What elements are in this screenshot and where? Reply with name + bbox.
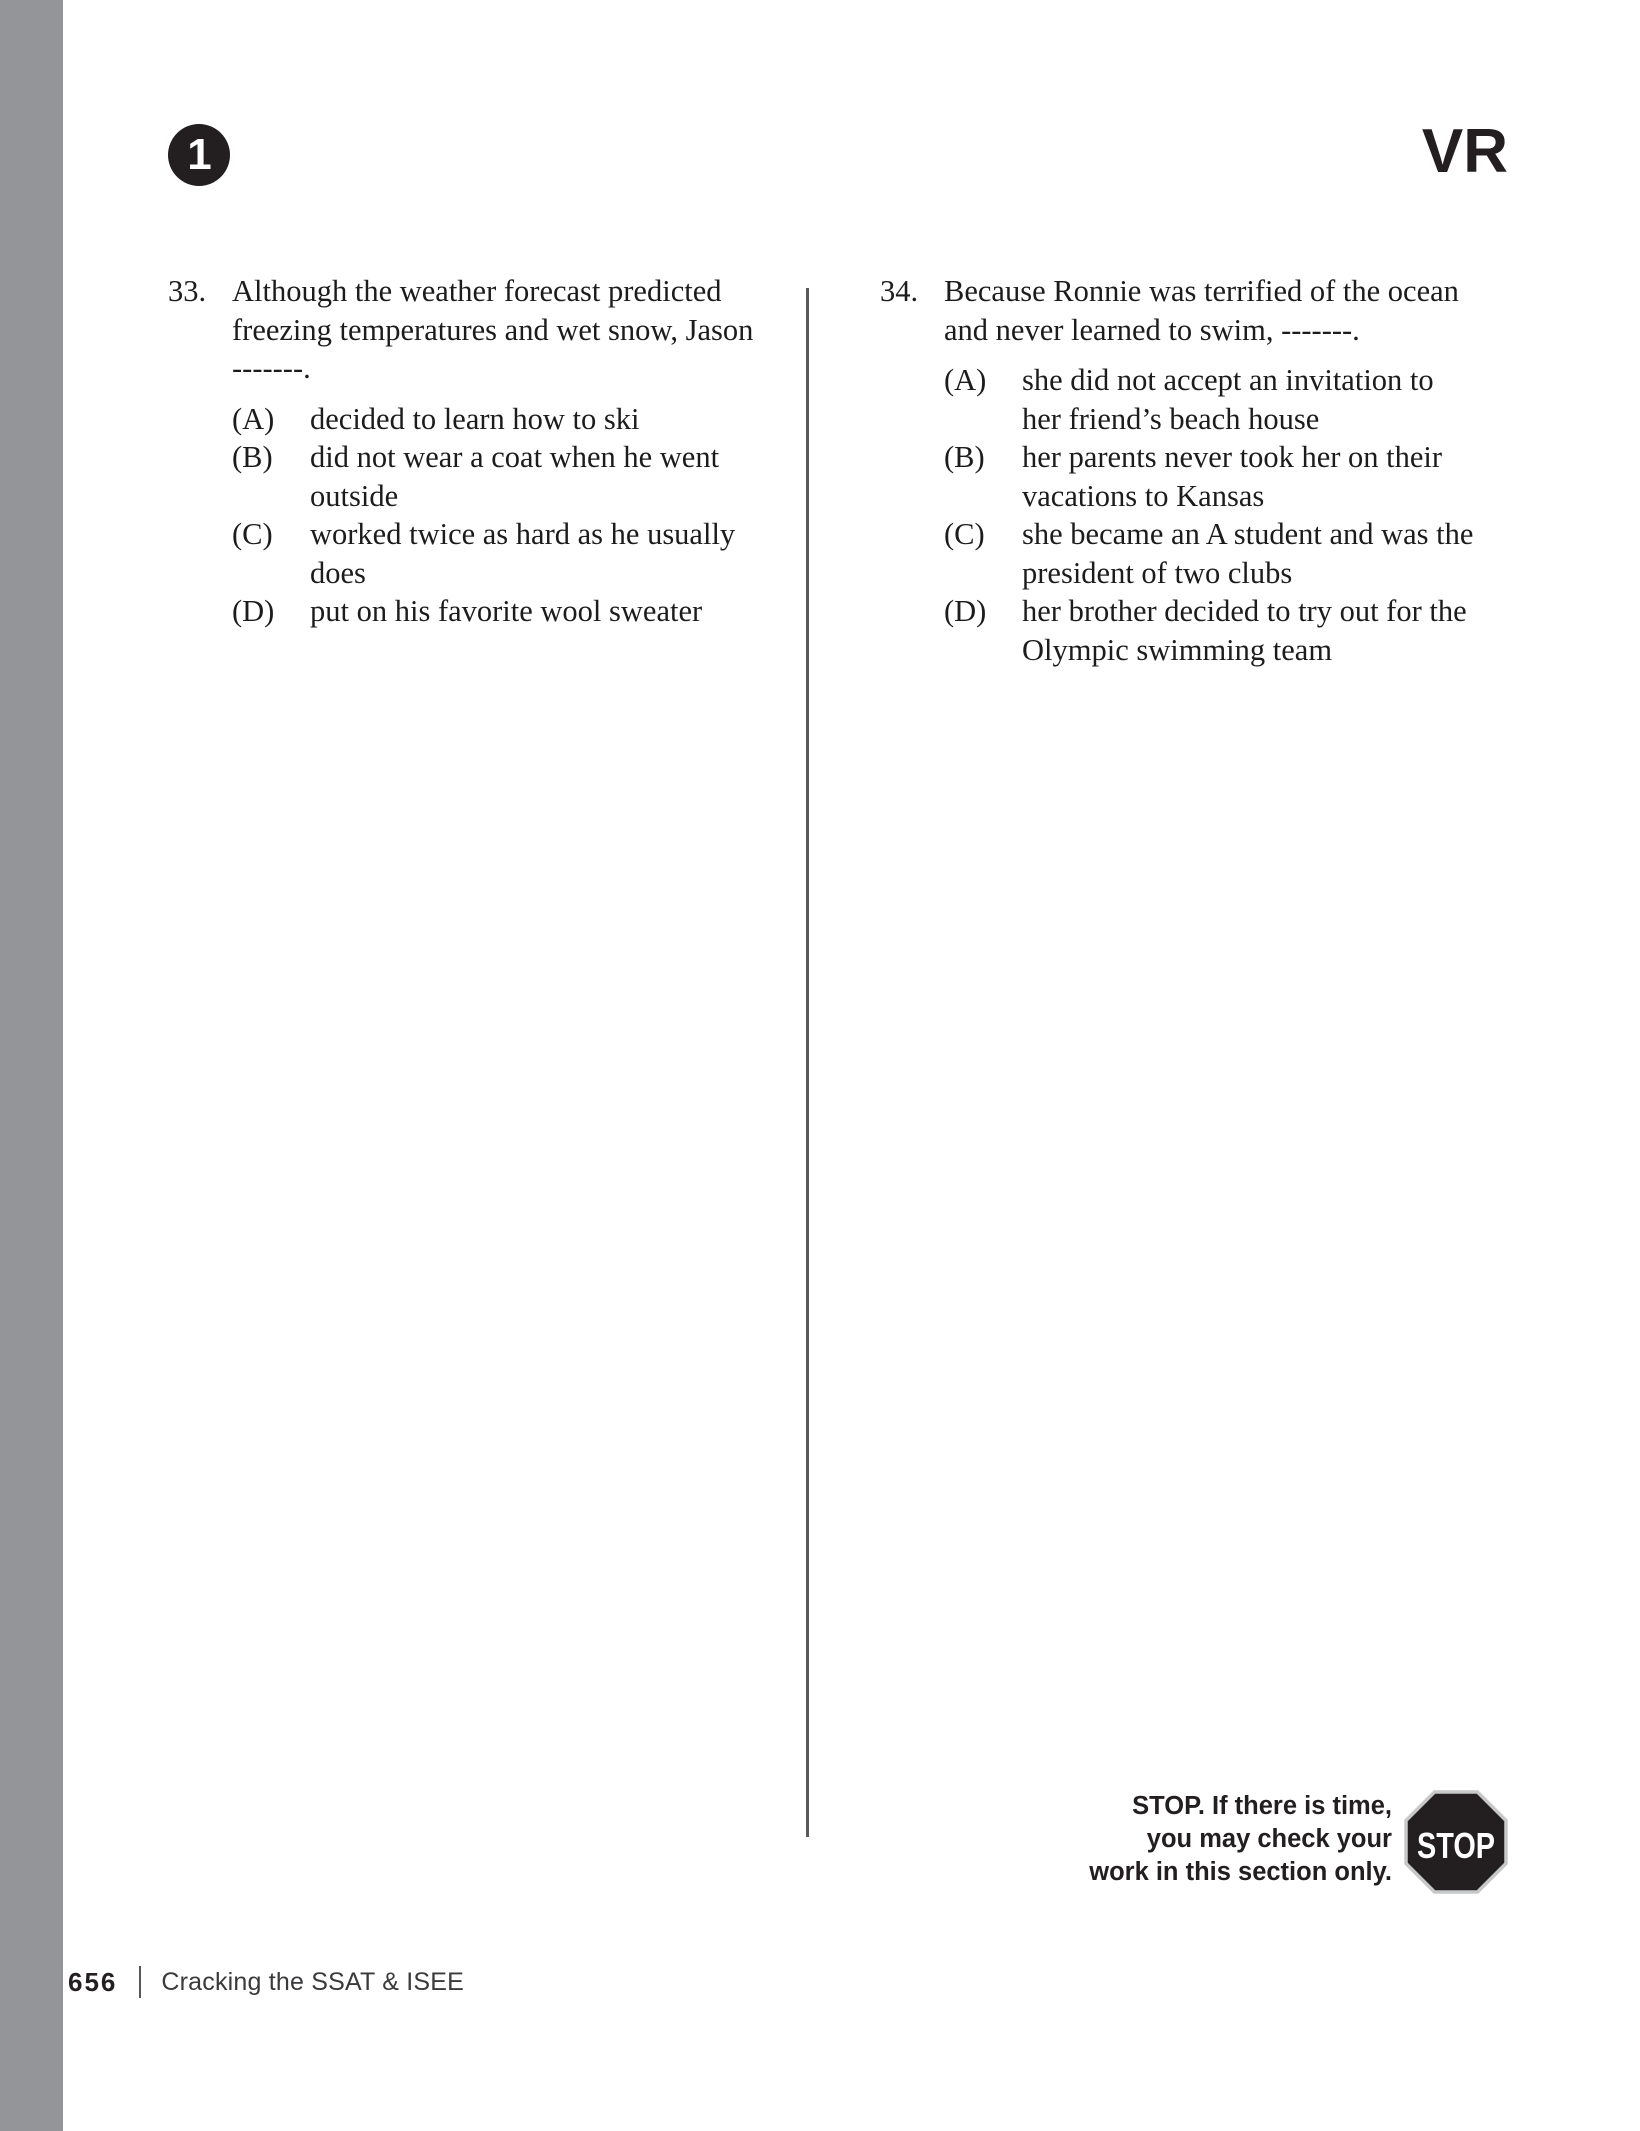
page-canvas — [63, 0, 1640, 2131]
question-number: 34. — [880, 274, 919, 308]
column-divider — [806, 288, 809, 1837]
stop-notice-line-2: you may check your — [1146, 1825, 1392, 1853]
choice-label: (B) — [944, 440, 985, 474]
choice-label: (B) — [232, 440, 273, 474]
choice-text: worked twice as hard as he usually does — [310, 517, 736, 590]
left-margin-bar — [0, 0, 63, 2131]
question-34 — [880, 272, 1480, 669]
choice-label: (A) — [944, 363, 987, 397]
choice-label: (C) — [232, 517, 273, 551]
stop-sign-icon — [1404, 1790, 1508, 1894]
answer-choices — [168, 400, 768, 631]
section-number-badge: 1 — [168, 124, 230, 186]
question-stem-text: Although the weather forecast predicted freezing temperatures and wet snow, Jason -------. — [232, 274, 754, 385]
choice-label: (A) — [232, 401, 275, 436]
answer-choice[interactable] — [944, 592, 1480, 669]
choice-label: (C) — [944, 517, 985, 551]
answer-choice[interactable] — [232, 515, 768, 592]
choice-text: she did not accept an invitation to her friend’s beach house — [1022, 363, 1434, 436]
page-footer — [68, 1962, 464, 2002]
answer-choice[interactable] — [944, 438, 1480, 515]
answer-choice[interactable] — [232, 438, 768, 515]
stop-sign-label: STOP — [1417, 1825, 1495, 1866]
right-column — [880, 272, 1480, 669]
choice-text: her parents never took her on their vacations to Kansas — [1022, 440, 1443, 513]
answer-choice[interactable] — [944, 515, 1480, 592]
choice-text: put on his favorite wool sweater — [310, 594, 703, 628]
answer-choice[interactable] — [944, 361, 1480, 438]
left-column — [168, 272, 768, 631]
choice-label: (D) — [944, 594, 987, 628]
question-stem — [168, 272, 768, 388]
answer-choices — [880, 361, 1480, 669]
stop-notice-line-1: STOP. If there is time, — [1132, 1792, 1392, 1820]
choice-text: did not wear a coat when he went outside — [310, 440, 720, 513]
section-code-label: VR — [1421, 117, 1508, 186]
choice-text: she became an A student and was the president of two clubs — [1022, 517, 1474, 590]
question-number: 33. — [168, 274, 207, 308]
answer-choice[interactable] — [232, 400, 768, 439]
stop-notice-text — [992, 1790, 1392, 1889]
choice-text: her brother decided to try out for the Olympic swimming team — [1022, 594, 1467, 667]
choice-label: (D) — [232, 594, 275, 628]
stop-notice — [963, 1790, 1508, 1920]
question-stem-text: Because Ronnie was terrified of the ocean and never learned to swim, -------. — [944, 274, 1459, 347]
book-title: Cracking the SSAT & ISEE — [161, 1967, 465, 1996]
choice-text: decided to learn how to ski — [310, 401, 640, 436]
question-33 — [168, 272, 768, 631]
page-header — [168, 112, 1508, 192]
stop-notice-line-3: work in this section only. — [1089, 1858, 1392, 1886]
answer-choice[interactable] — [232, 592, 768, 631]
page-number: 656 — [68, 1966, 118, 1997]
question-stem — [880, 272, 1480, 349]
footer-divider — [139, 1966, 141, 1998]
